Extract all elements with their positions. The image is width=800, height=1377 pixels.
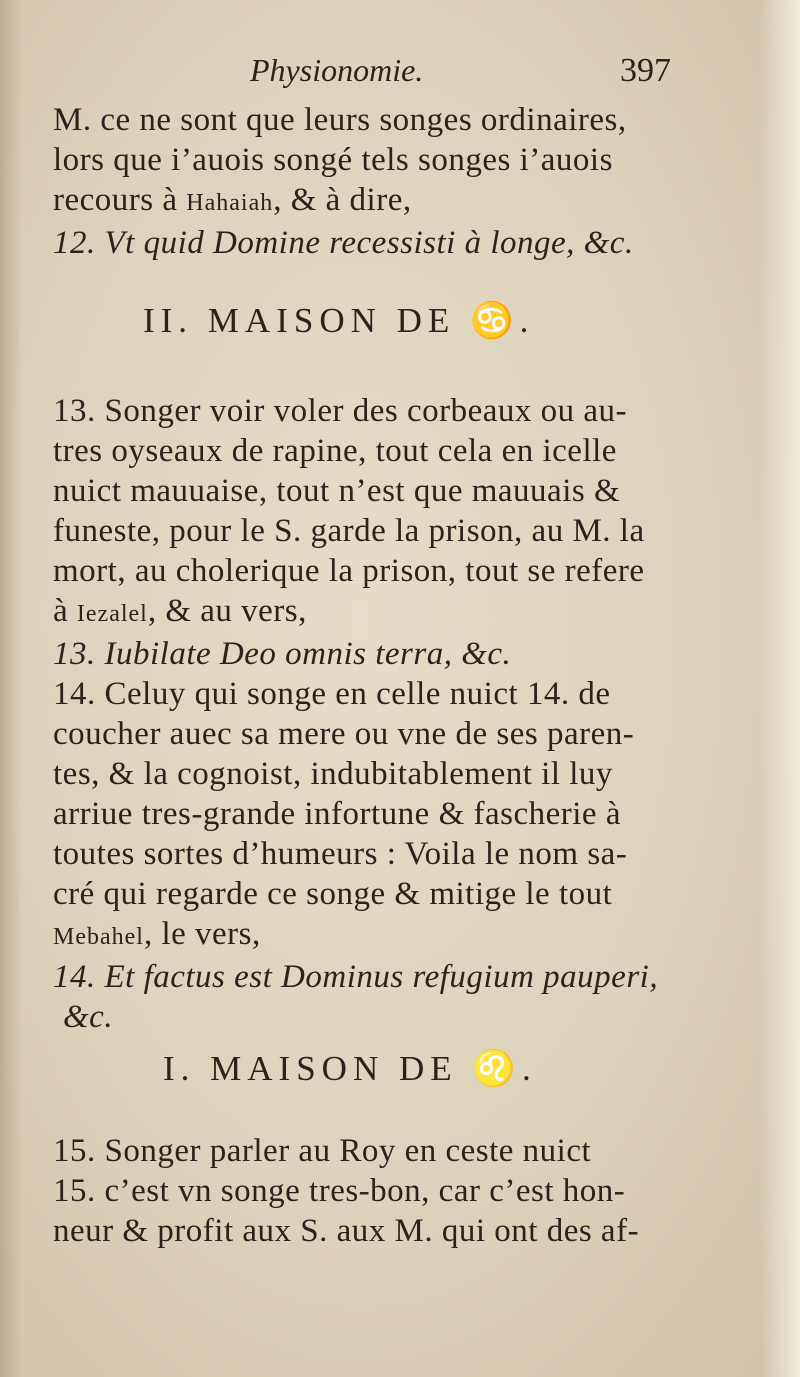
page-body	[53, 100, 725, 1251]
angel-name: Iezalel	[76, 601, 148, 627]
text-line: tes, & la cognoist, indubitablement il luy	[53, 756, 613, 792]
text-line: cré qui regarde ce songe & mitige le tout	[53, 876, 613, 912]
page-header	[0, 52, 800, 102]
text-line: mort, au cholerique la prison, tout se refere	[53, 553, 645, 589]
running-title: Physionomie.	[250, 52, 424, 88]
text-line: à Iezalel, & au vers,	[53, 593, 307, 629]
text-line: 15. Songer parler au Roy en ceste nuict	[53, 1133, 592, 1169]
text-line: arriue tres-grande infortune & fascherie à	[53, 796, 621, 832]
page-edge-highlight	[760, 0, 800, 1377]
latin-verse: 14. Et factus est Dominus refugium pauperi,	[53, 959, 659, 995]
text-line: neur & profit aux S. aux M. qui ont des af-	[53, 1213, 640, 1249]
text-line: recours à Hahaiah, & à dire,	[53, 182, 412, 218]
text-line: funeste, pour le S. garde la prison, au M. la	[53, 513, 645, 549]
text-line: lors que i’auois songé tels songes i’auois	[53, 142, 613, 178]
latin-verse: 13. Iubilate Deo omnis terra, &c.	[53, 636, 512, 672]
angel-name: Mebahel	[53, 924, 144, 950]
text-line: coucher auec sa mere ou vne de ses paren-	[53, 716, 635, 752]
page-number: 397	[620, 52, 671, 89]
section-heading: I. MAISON DE ♌.	[163, 1049, 537, 1088]
page-binding-shadow	[0, 0, 22, 1377]
text-line: toutes sortes d’humeurs : Voila le nom sa-	[53, 836, 628, 872]
latin-verse: &c.	[63, 999, 114, 1035]
text-line: nuict mauuaise, tout n’est que mauuais &	[53, 473, 621, 509]
section-heading: II. MAISON DE ♋.	[143, 301, 535, 340]
latin-verse: 12. Vt quid Domine recessisti à longe, &c.	[53, 225, 634, 261]
text-line: 14. Celuy qui songe en celle nuict 14. de	[53, 676, 611, 712]
text-line: 13. Songer voir voler des corbeaux ou au-	[53, 393, 628, 429]
text-line: tres oyseaux de rapine, tout cela en icelle	[53, 433, 617, 469]
text-line: Mebahel, le vers,	[53, 916, 261, 952]
angel-name: Hahaiah	[186, 190, 274, 216]
text-line: M. ce ne sont que leurs songes ordinaires,	[53, 102, 627, 138]
text-line: 15. c’est vn songe tres-bon, car c’est hon-	[53, 1173, 626, 1209]
